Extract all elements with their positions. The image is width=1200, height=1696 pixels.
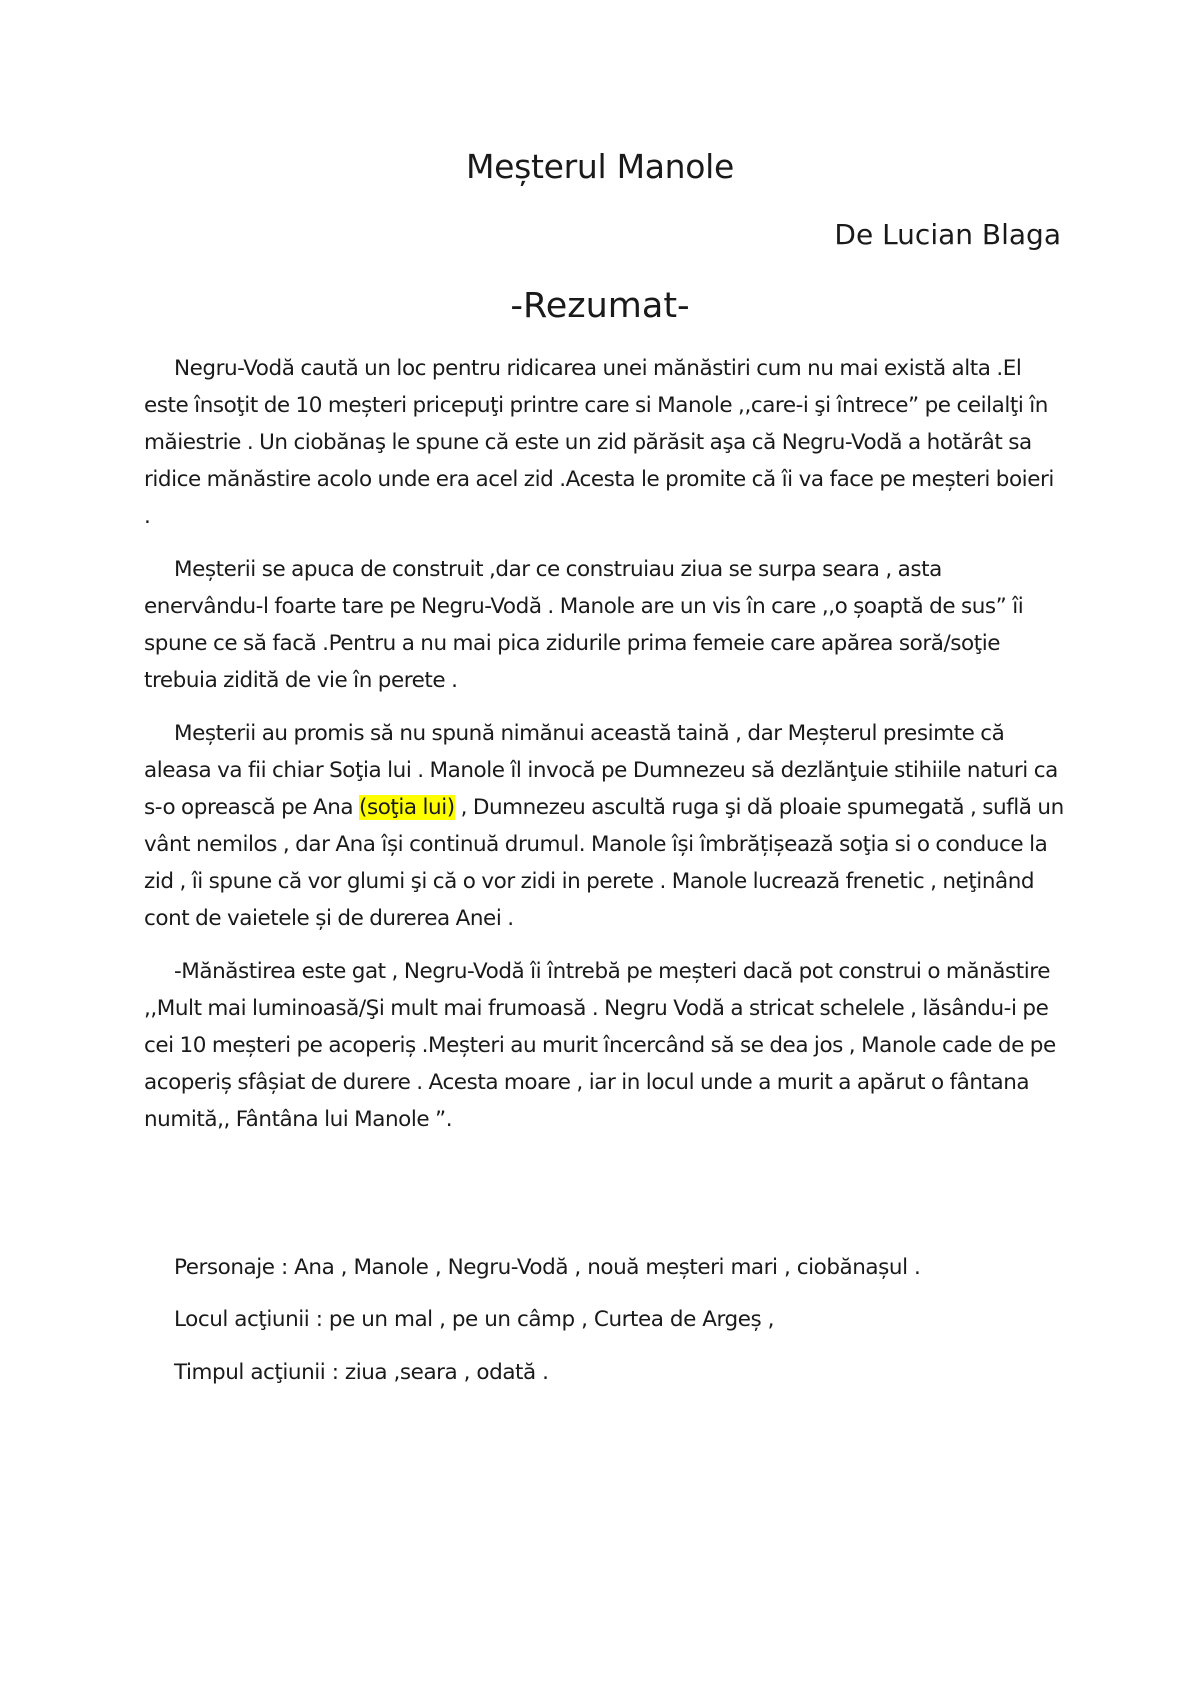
document-subtitle: -Rezumat-	[510, 286, 690, 326]
summary-body	[144, 350, 1064, 1154]
summary-paragraph-3	[144, 715, 1064, 937]
highlighted-text: (soţia lui)	[359, 795, 455, 820]
document-title: Meșterul Manole	[465, 147, 735, 186]
place-line: Locul acţiunii : pe un mal , pe un câmp , Curtea de Argeș ,	[174, 1307, 775, 1332]
time-line: Timpul acţiunii : ziua ,seara , odată .	[174, 1360, 549, 1385]
paragraph-3-text-start: Meșterii au promis să nu spună nimănui această taină , dar Meșterul presimte că aleasa va fii chiar Soţia lui . Manole îl invocă pe Dumnezeu să dezlănţuie stihiile naturi ca s-o oprească pe Ana	[144, 721, 1058, 820]
summary-paragraph-4: -Mănăstirea este gat , Negru-Vodă îi întrebă pe meșteri dacă pot construi o mănăstire ,,Mult mai luminoasă/Şi mult mai frumoasă . Negru Vodă a stricat schelele , lăsându-i pe cei 10 meșteri pe acoperiș .Meșteri au murit încercând să se dea jos , Manole cade de pe acoperiș sfâșiat de durere . Acesta moare , iar in locul unde a murit a apărut o fântana numită,, Fântâna lui Manole ”.	[144, 959, 1056, 1132]
characters-line: Personaje : Ana , Manole , Negru-Vodă , nouă meșteri mari , ciobănașul .	[174, 1255, 921, 1280]
paragraph-3-text-end: , Dumnezeu ascultă ruga şi dă ploaie spumegată , suflă un vânt nemilos , dar Ana își continuă drumul. Manole își îmbrățișează soţia si o conduce la zid , îi spune că vor glumi şi că o vor zidi in perete . Manole lucrează frenetic , neţinând cont de vaietele și de durerea Anei .	[144, 795, 1064, 931]
summary-paragraph-1: Negru-Vodă caută un loc pentru ridicarea unei mănăstiri cum nu mai există alta .El este însoţit de 10 meșteri pricepuţi printre care si Manole ,,care-i şi întrece” pe ceilalţi în măiestrie . Un ciobănaş le spune că este un zid părăsit aşa că Negru-Vodă a hotărât sa ridice mănăstire acolo unde era acel zid .Acesta le promite că îi va face pe meșteri boieri .	[144, 356, 1054, 529]
summary-paragraph-2: Meșterii se apuca de construit ,dar ce construiau ziua se surpa seara , asta enervându-l foarte tare pe Negru-Vodă . Manole are un vis în care ,,o șoaptă de sus” îi spune ce să facă .Pentru a nu mai pica zidurile prima femeie care apărea soră/soţie trebuia zidită de vie în perete .	[144, 557, 1024, 693]
document-author: De Lucian Blaga	[834, 218, 1061, 251]
